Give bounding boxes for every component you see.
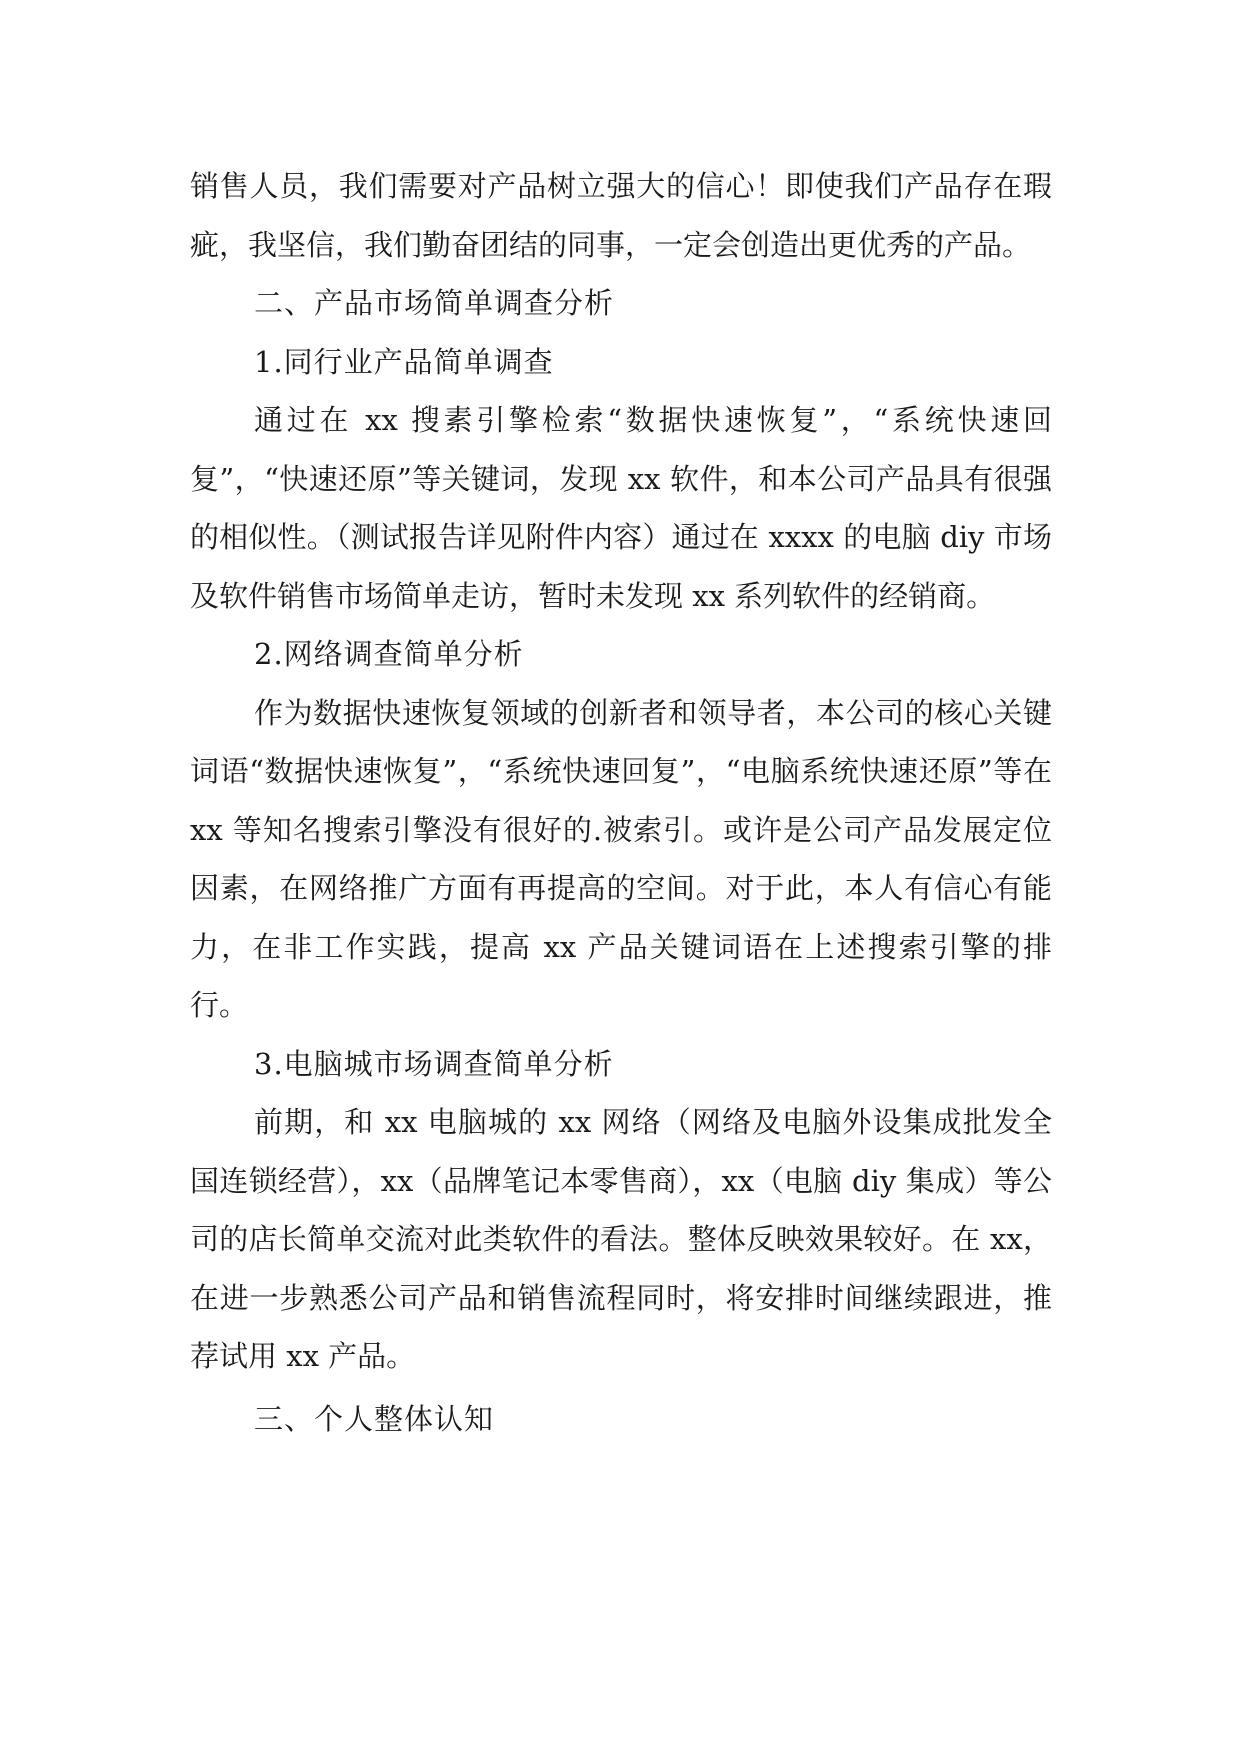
subsection-heading-network-survey: 2.网络调查简单分析 (254, 637, 524, 671)
section-heading-market-analysis: 二、产品市场简单调查分析 (254, 286, 615, 320)
paragraph-network-survey: 作为数据快速恢复领域的创新者和领导者，本公司的核心关键词语“数据快速恢复”，“系统快速回复”，“电脑系统快速还原”等在 xx 等知名搜索引擎没有很好的.被索引。或许是公司产品发展定位因素，在网络推广方面有再提高的空间。对于此，本人有信心有能力，在非工作实践，提高 xx 产品关键词语在上述搜索引擎的排行。 (190, 695, 1052, 1022)
paragraph-industry-survey: 通过在 xx 搜素引擎检索“数据快速恢复”，“系统快速回复”，“快速还原”等关键词，发现 xx 软件，和本公司产品具有很强的相似性。（测试报告详见附件内容）通过在 xxxx 的电脑 diy 市场及软件销售市场简单走访，暂时未发现 xx 系列软件的经销商。 (190, 403, 1052, 613)
paragraph-computer-mall-survey: 前期，和 xx 电脑城的 xx 网络（网络及电脑外设集成批发全国连锁经营），xx（品牌笔记本零售商），xx（电脑 diy 集成）等公司的店长简单交流对此类软件的看法。整体反映效果较好。在 xx，在进一步熟悉公司产品和销售流程同时，将安排时间继续跟进，推荐试用 xx 产品。 (190, 1105, 1052, 1373)
subsection-heading-computer-mall-survey: 3.电脑城市场调查简单分析 (254, 1046, 614, 1081)
section-heading-personal-cognition: 三、个人整体认知 (254, 1401, 495, 1436)
document-page (190, 157, 1052, 1448)
paragraph-intro: 销售人员，我们需要对产品树立强大的信心！即使我们产品存在瑕疵，我坚信，我们勤奋团结的同事，一定会创造出更优秀的产品。 (190, 169, 1052, 262)
subsection-heading-industry-survey: 1.同行业产品简单调查 (254, 344, 554, 379)
